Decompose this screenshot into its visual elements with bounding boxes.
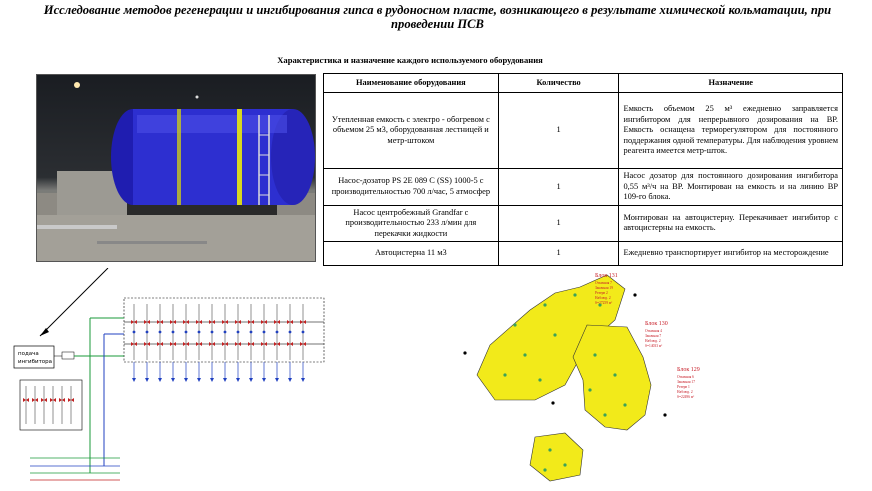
feed-label-1: подача [18, 351, 39, 357]
equipment-table [323, 73, 843, 266]
block-map [455, 265, 705, 487]
sub-unit-frame [20, 380, 82, 430]
cell-qty: 1 [498, 169, 619, 206]
tank-photo [36, 74, 316, 262]
table-row [324, 242, 843, 266]
block-129-title: Блок 129 [677, 367, 700, 373]
block-131-line3: Резерв 2 [595, 291, 608, 295]
block-129-line5: S=22496 м² [677, 395, 695, 399]
block-131-title: Блок 131 [595, 273, 618, 279]
cell-purpose: Насос дозатор для постоянного дозирования ингибитора 0,55 м³/ч на ВР. Монтирован на емкость и на линию ВР 109-го блока. [619, 169, 843, 206]
block-129-line3: Резерв 1 [677, 385, 690, 389]
block-131-line1: Откачная 7 [595, 281, 612, 285]
page-title: Исследование методов регенерации и ингибирования гипса в рудоносном пласте, возникающего в результате химической кольматации, при проведении ПСВ [43, 3, 832, 31]
table-row [324, 169, 843, 206]
callout-arrow [40, 268, 108, 336]
block-129-line4: Наблюд. 2 [677, 390, 693, 394]
block-frame [124, 298, 324, 362]
block-130-line1: Откачная 4 [645, 329, 662, 333]
table-row [324, 93, 843, 169]
block-131-line2: Закачная 19 [595, 286, 614, 290]
feed-label-2: ингибитора [18, 359, 53, 365]
cell-name: Насос-дозатор PS 2E 089 C (SS) 1000-5 с производительностью 700 л/час, 5 атмосфер [324, 169, 499, 206]
header-qty: Количество [498, 74, 619, 93]
block-131-line5: S=27259 м² [595, 301, 613, 305]
block-131-line4: Наблюд. 2 [595, 296, 611, 300]
piping-scheme [0, 268, 330, 491]
cell-purpose: Монтирован на автоцистерну. Перекачивает ингибитор с автоцистерны на емкость. [619, 205, 843, 242]
section-subtitle: Характеристика и назначение каждого используемого оборудования [277, 55, 543, 65]
cell-name: Утепленная емкость с электро - обогревом с объемом 25 м3, оборудованная лестницей и метр-штоком [324, 93, 499, 169]
block-130-line2: Закачная 7 [645, 334, 662, 338]
block-129-line2: Закачная 17 [677, 380, 696, 384]
cell-purpose: Ежедневно транспортирует ингибитор на месторождение [619, 242, 843, 266]
block-130-line4: S=14033 м² [645, 344, 663, 348]
cell-qty: 1 [498, 205, 619, 242]
block-small-area [530, 433, 583, 481]
cell-qty: 1 [498, 242, 619, 266]
block-130-line3: Наблюд. 2 [645, 339, 661, 343]
cell-qty: 1 [498, 93, 619, 169]
tank-illustration [37, 75, 316, 262]
block-129-line1: Откачная 6 [677, 375, 694, 379]
outlet-arrows [132, 362, 305, 382]
table-row [324, 205, 843, 242]
valve-array [131, 304, 306, 360]
sub-valve-array [23, 386, 74, 424]
cell-name: Насос центробежный Grandfar с производительностью 233 л/мин для перекачки жидкости [324, 205, 499, 242]
cell-purpose: Емкость объемом 25 м³ ежедневно заправляется ингибитором для непрерывного дозирования на ВР. Емкость оснащена терморегулятором для постоянного поддержания одной температуры. Для наблюдения уровнем реагента имеется метр-шток. [619, 93, 843, 169]
block-130-title: Блок 130 [645, 321, 668, 327]
header-name: Наименование оборудования [324, 74, 499, 93]
table-header-row [324, 74, 843, 93]
cell-name: Автоцистерна 11 м3 [324, 242, 499, 266]
header-purpose: Назначение [619, 74, 843, 93]
block-130-area [573, 325, 651, 430]
